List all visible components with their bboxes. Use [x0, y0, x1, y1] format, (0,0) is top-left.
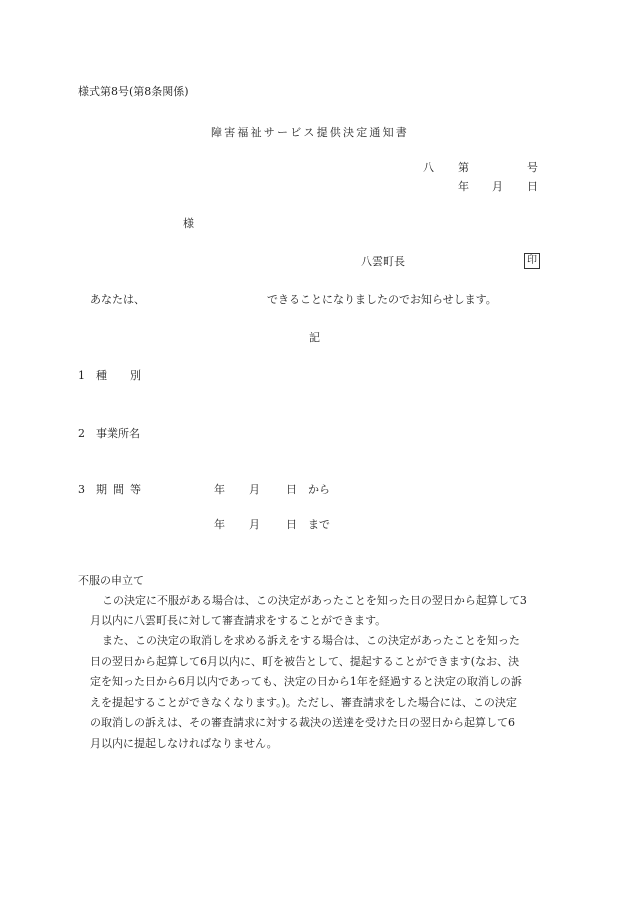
- appeal-line: また、この決定の取消しを求める訴えをする場合は、この決定があったことを知った: [102, 634, 520, 647]
- doc-number-dai: 第: [458, 161, 469, 174]
- date-year: 年: [458, 180, 469, 193]
- period-from-day: 日: [286, 483, 297, 496]
- appeal-heading: 不服の申立て: [78, 574, 144, 587]
- doc-number-prefix: 八: [423, 161, 434, 174]
- period-from-month: 月: [249, 483, 260, 496]
- appeal-line: の取消しの訴えは、その審査請求に対する裁決の送達を受けた日の翌日から起算して6: [90, 716, 515, 729]
- period-from-year: 年: [214, 483, 225, 496]
- appeal-line: 月以内に提起しなければなりません。: [90, 737, 278, 750]
- period-to-suffix: まで: [308, 518, 330, 531]
- date-month: 月: [492, 180, 503, 193]
- notice-lead: あなたは、: [90, 293, 145, 306]
- appeal-line: 日の翌日から起算して6月以内に、町を被告として、提起することができます(なお、決: [90, 655, 520, 668]
- seal-stamp: 印: [524, 253, 540, 269]
- form-number: 様式第8号(第8条関係): [78, 85, 189, 98]
- item-number: 2: [78, 427, 85, 440]
- period-from-suffix: から: [308, 483, 330, 496]
- item-label-part: 期: [96, 483, 107, 496]
- date-day: 日: [527, 180, 538, 193]
- appeal-line: 月以内に八雲町長に対して審査請求をすることができます。: [90, 614, 387, 627]
- period-to-month: 月: [249, 518, 260, 531]
- period-to-year: 年: [214, 518, 225, 531]
- doc-number-go: 号: [527, 161, 538, 174]
- item-number: 3: [78, 483, 85, 496]
- item-label-part: 間: [113, 483, 124, 496]
- notice-tail: できることになりましたのでお知らせします。: [267, 293, 497, 306]
- appeal-line: この決定に不服がある場合は、この決定があったことを知った日の翌日から起算して3: [102, 594, 527, 607]
- item-label-part: 種: [96, 369, 107, 382]
- period-to-day: 日: [286, 518, 297, 531]
- appeal-line: えを提起することができなくなります。)。ただし、審査請求をした場合には、この決定: [90, 696, 517, 709]
- item-label: 事業所名: [96, 427, 140, 440]
- document-title: 障害福祉サービス提供決定通知書: [211, 126, 409, 139]
- ki-heading: 記: [309, 331, 320, 344]
- issuer: 八雲町長: [361, 255, 405, 268]
- item-number: 1: [78, 369, 85, 382]
- addressee-suffix: 様: [183, 217, 194, 230]
- item-label-part: 等: [130, 483, 141, 496]
- appeal-line: 定を知った日から6月以内であっても、決定の日から1年を経過すると決定の取消しの訴: [90, 675, 522, 688]
- item-label-part: 別: [130, 369, 141, 382]
